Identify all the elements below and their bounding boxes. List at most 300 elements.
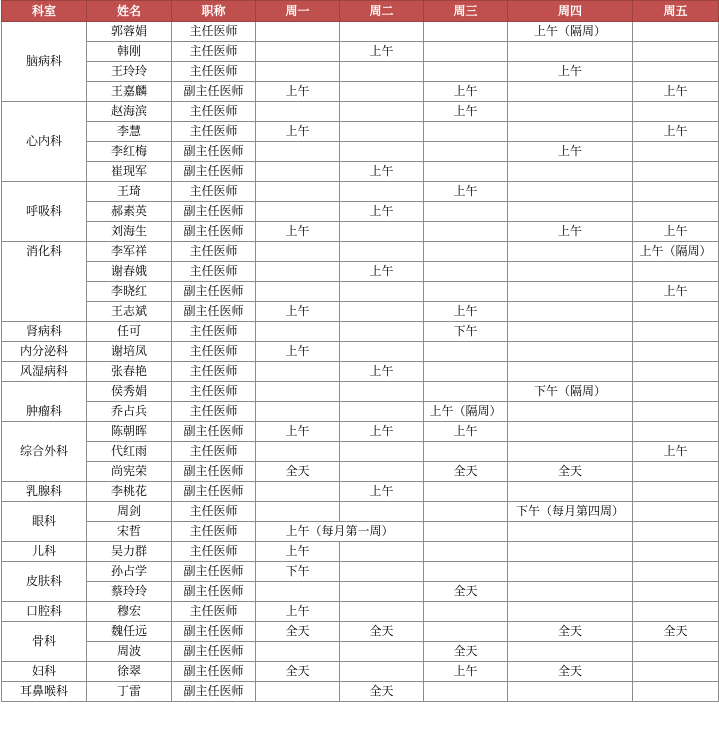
schedule-cell-friday: [633, 322, 719, 342]
schedule-cell-wednesday: [424, 442, 508, 462]
table-row: [2, 522, 719, 542]
schedule-cell-friday: 上午: [633, 442, 719, 462]
doctor-title-cell: 副主任医师: [172, 222, 256, 242]
schedule-cell-friday: [633, 142, 719, 162]
doctor-name-cell: 李红梅: [87, 142, 172, 162]
doctor-title-cell: 主任医师: [172, 262, 256, 282]
department-cell: 肿瘤科: [2, 382, 87, 422]
schedule-cell-tuesday: [340, 242, 424, 262]
doctor-title-cell: 副主任医师: [172, 282, 256, 302]
doctor-title-cell: 副主任医师: [172, 82, 256, 102]
schedule-cell-monday: [256, 262, 340, 282]
schedule-cell-tuesday: [340, 542, 424, 562]
doctor-name-cell: 魏任远: [87, 622, 172, 642]
doctor-name-cell: 张春艳: [87, 362, 172, 382]
schedule-cell-monday: [256, 442, 340, 462]
doctor-title-cell: 副主任医师: [172, 162, 256, 182]
schedule-cell-friday: [633, 202, 719, 222]
schedule-cell-friday: [633, 362, 719, 382]
schedule-cell-tuesday: [340, 462, 424, 482]
schedule-cell-tuesday: [340, 282, 424, 302]
doctor-name-cell: 周剑: [87, 502, 172, 522]
schedule-cell-friday: [633, 342, 719, 362]
schedule-cell-friday: [633, 102, 719, 122]
schedule-cell-thursday: 下午（隔周）: [508, 382, 633, 402]
schedule-cell-tuesday: 上午: [340, 262, 424, 282]
schedule-cell-monday: [256, 402, 340, 422]
schedule-cell-tuesday: 全天: [340, 622, 424, 642]
schedule-cell-tuesday: [340, 402, 424, 422]
schedule-cell-friday: [633, 182, 719, 202]
schedule-cell-wednesday: 上午: [424, 662, 508, 682]
doctor-title-cell: 主任医师: [172, 242, 256, 262]
schedule-cell-wednesday: 上午: [424, 422, 508, 442]
department-cell: 综合外科: [2, 422, 87, 482]
doctor-title-cell: 副主任医师: [172, 202, 256, 222]
schedule-cell-thursday: [508, 542, 633, 562]
schedule-cell-tuesday: 上午: [340, 362, 424, 382]
header-friday: 周五: [633, 1, 719, 22]
table-row: [2, 142, 719, 162]
header-monday: 周一: [256, 1, 340, 22]
schedule-cell-friday: 上午（隔周）: [633, 242, 719, 262]
schedule-cell-friday: [633, 502, 719, 522]
schedule-cell-wednesday: [424, 242, 508, 262]
schedule-cell-monday: [256, 322, 340, 342]
schedule-cell-monday: [256, 382, 340, 402]
schedule-cell-wednesday: [424, 362, 508, 382]
department-cell: 皮肤科: [2, 562, 87, 602]
schedule-cell-monday: [256, 22, 340, 42]
schedule-cell-thursday: [508, 82, 633, 102]
schedule-cell-thursday: [508, 262, 633, 282]
table-body: [2, 22, 719, 702]
doctor-name-cell: 王嘉麟: [87, 82, 172, 102]
schedule-cell-friday: [633, 382, 719, 402]
doctor-name-cell: 陈朝晖: [87, 422, 172, 442]
schedule-cell-friday: 上午: [633, 222, 719, 242]
schedule-cell-wednesday: 全天: [424, 582, 508, 602]
doctor-name-cell: 刘海生: [87, 222, 172, 242]
table-row: [2, 382, 719, 402]
schedule-cell-tuesday: [340, 342, 424, 362]
schedule-cell-wednesday: [424, 122, 508, 142]
doctor-title-cell: 主任医师: [172, 542, 256, 562]
schedule-cell-wednesday: [424, 162, 508, 182]
doctor-name-cell: 王玲玲: [87, 62, 172, 82]
table-row: [2, 62, 719, 82]
doctor-name-cell: 李晓红: [87, 282, 172, 302]
table-row: [2, 22, 719, 42]
schedule-cell-friday: [633, 662, 719, 682]
department-cell: 乳腺科: [2, 482, 87, 502]
schedule-cell-monday: 全天: [256, 622, 340, 642]
schedule-cell-friday: 上午: [633, 282, 719, 302]
schedule-cell-monday: [256, 182, 340, 202]
schedule-cell-tuesday: [340, 182, 424, 202]
doctor-title-cell: 副主任医师: [172, 422, 256, 442]
schedule-cell-tuesday: [340, 22, 424, 42]
doctor-title-cell: 主任医师: [172, 442, 256, 462]
table-row: [2, 222, 719, 242]
doctor-name-cell: 代红雨: [87, 442, 172, 462]
schedule-cell-monday: 上午: [256, 122, 340, 142]
doctor-name-cell: 李桃花: [87, 482, 172, 502]
schedule-cell-monday: [256, 142, 340, 162]
schedule-cell-tuesday: [340, 602, 424, 622]
schedule-cell-wednesday: [424, 222, 508, 242]
doctor-title-cell: 副主任医师: [172, 582, 256, 602]
table-row: [2, 482, 719, 502]
schedule-cell-thursday: 上午: [508, 62, 633, 82]
doctor-title-cell: 副主任医师: [172, 562, 256, 582]
doctor-name-cell: 崔现军: [87, 162, 172, 182]
schedule-cell-merged: 上午（每月第一周）: [256, 522, 424, 542]
schedule-cell-thursday: [508, 422, 633, 442]
schedule-cell-thursday: 下午（每月第四周）: [508, 502, 633, 522]
schedule-cell-monday: 全天: [256, 662, 340, 682]
table-header: [2, 1, 719, 22]
table-row: [2, 242, 719, 262]
doctor-title-cell: 主任医师: [172, 62, 256, 82]
schedule-cell-monday: [256, 162, 340, 182]
doctor-name-cell: 李军祥: [87, 242, 172, 262]
schedule-cell-monday: 上午: [256, 542, 340, 562]
department-cell: 脑病科: [2, 22, 87, 102]
doctor-name-cell: 徐翠: [87, 662, 172, 682]
schedule-cell-friday: [633, 62, 719, 82]
schedule-cell-tuesday: [340, 642, 424, 662]
doctor-title-cell: 主任医师: [172, 602, 256, 622]
table-row: [2, 542, 719, 562]
schedule-cell-monday: [256, 42, 340, 62]
schedule-cell-wednesday: 上午（隔周）: [424, 402, 508, 422]
doctor-title-cell: 主任医师: [172, 322, 256, 342]
header-thursday: 周四: [508, 1, 633, 22]
schedule-cell-tuesday: [340, 662, 424, 682]
doctor-name-cell: 乔占兵: [87, 402, 172, 422]
doctor-title-cell: 副主任医师: [172, 302, 256, 322]
doctor-name-cell: 王志斌: [87, 302, 172, 322]
schedule-cell-friday: 上午: [633, 82, 719, 102]
department-cell: 骨科: [2, 622, 87, 662]
doctor-name-cell: 蔡玲玲: [87, 582, 172, 602]
schedule-cell-tuesday: [340, 442, 424, 462]
schedule-cell-wednesday: 上午: [424, 302, 508, 322]
table-row: [2, 342, 719, 362]
schedule-cell-thursday: [508, 102, 633, 122]
schedule-cell-tuesday: 上午: [340, 42, 424, 62]
schedule-cell-friday: [633, 562, 719, 582]
schedule-cell-thursday: [508, 362, 633, 382]
schedule-cell-friday: [633, 582, 719, 602]
department-cell: 消化科: [2, 242, 87, 322]
schedule-cell-thursday: [508, 282, 633, 302]
schedule-cell-wednesday: [424, 602, 508, 622]
doctor-title-cell: 主任医师: [172, 502, 256, 522]
schedule-cell-monday: [256, 102, 340, 122]
doctor-name-cell: 郭蓉娟: [87, 22, 172, 42]
header-tuesday: 周二: [340, 1, 424, 22]
doctor-name-cell: 王琦: [87, 182, 172, 202]
doctor-title-cell: 副主任医师: [172, 642, 256, 662]
schedule-cell-wednesday: 下午: [424, 322, 508, 342]
schedule-cell-thursday: 上午: [508, 222, 633, 242]
schedule-cell-monday: 上午: [256, 602, 340, 622]
doctor-name-cell: 尚宪荣: [87, 462, 172, 482]
schedule-cell-wednesday: [424, 342, 508, 362]
schedule-cell-tuesday: [340, 322, 424, 342]
department-cell: 肾病科: [2, 322, 87, 342]
schedule-cell-monday: 上午: [256, 422, 340, 442]
schedule-cell-thursday: [508, 522, 633, 542]
doctor-name-cell: 丁雷: [87, 682, 172, 702]
schedule-cell-thursday: [508, 162, 633, 182]
doctor-title-cell: 主任医师: [172, 182, 256, 202]
doctor-title-cell: 主任医师: [172, 122, 256, 142]
table-row: [2, 362, 719, 382]
schedule-cell-friday: [633, 302, 719, 322]
schedule-cell-wednesday: 全天: [424, 462, 508, 482]
table-row: [2, 442, 719, 462]
schedule-cell-monday: [256, 242, 340, 262]
schedule-cell-thursday: 全天: [508, 462, 633, 482]
schedule-cell-friday: [633, 602, 719, 622]
schedule-cell-friday: [633, 402, 719, 422]
schedule-cell-monday: 上午: [256, 302, 340, 322]
schedule-cell-monday: [256, 502, 340, 522]
schedule-cell-friday: [633, 542, 719, 562]
schedule-cell-wednesday: [424, 22, 508, 42]
table-row: [2, 122, 719, 142]
schedule-cell-tuesday: [340, 122, 424, 142]
schedule-cell-thursday: 全天: [508, 622, 633, 642]
doctor-title-cell: 副主任医师: [172, 682, 256, 702]
schedule-cell-monday: [256, 362, 340, 382]
schedule-cell-thursday: [508, 242, 633, 262]
table-row: [2, 182, 719, 202]
header-dept: 科室: [2, 1, 87, 22]
doctor-name-cell: 李慧: [87, 122, 172, 142]
doctor-title-cell: 主任医师: [172, 22, 256, 42]
table-row: [2, 42, 719, 62]
schedule-cell-friday: [633, 422, 719, 442]
doctor-title-cell: 副主任医师: [172, 622, 256, 642]
doctor-name-cell: 周波: [87, 642, 172, 662]
schedule-cell-wednesday: [424, 502, 508, 522]
doctor-name-cell: 穆宏: [87, 602, 172, 622]
schedule-cell-wednesday: [424, 562, 508, 582]
schedule-cell-tuesday: [340, 302, 424, 322]
table-row: [2, 602, 719, 622]
schedule-cell-friday: [633, 42, 719, 62]
table-row: [2, 262, 719, 282]
schedule-cell-wednesday: [424, 42, 508, 62]
header-wednesday: 周三: [424, 1, 508, 22]
schedule-cell-thursday: [508, 342, 633, 362]
schedule-cell-monday: 上午: [256, 342, 340, 362]
department-cell: 内分泌科: [2, 342, 87, 362]
schedule-cell-monday: [256, 582, 340, 602]
table-row: [2, 402, 719, 422]
schedule-cell-wednesday: 上午: [424, 102, 508, 122]
doctor-title-cell: 主任医师: [172, 522, 256, 542]
table-row: [2, 302, 719, 322]
doctor-name-cell: 吴力群: [87, 542, 172, 562]
doctor-title-cell: 副主任医师: [172, 462, 256, 482]
schedule-cell-tuesday: [340, 102, 424, 122]
doctor-title-cell: 副主任医师: [172, 142, 256, 162]
table-row: [2, 82, 719, 102]
schedule-cell-thursday: 上午（隔周）: [508, 22, 633, 42]
doctor-name-cell: 赵海滨: [87, 102, 172, 122]
table-row: [2, 102, 719, 122]
schedule-cell-tuesday: 上午: [340, 202, 424, 222]
doctor-name-cell: 韩刚: [87, 42, 172, 62]
schedule-cell-monday: [256, 682, 340, 702]
schedule-cell-wednesday: [424, 542, 508, 562]
table-row: [2, 322, 719, 342]
doctor-name-cell: 谢培凤: [87, 342, 172, 362]
table-row: [2, 162, 719, 182]
department-cell: 妇科: [2, 662, 87, 682]
schedule-cell-thursday: [508, 202, 633, 222]
schedule-cell-friday: [633, 262, 719, 282]
header-name: 姓名: [87, 1, 172, 22]
schedule-cell-wednesday: [424, 482, 508, 502]
schedule-cell-tuesday: [340, 82, 424, 102]
doctor-name-cell: 孙占学: [87, 562, 172, 582]
table-row: [2, 502, 719, 522]
department-cell: 儿科: [2, 542, 87, 562]
doctor-title-cell: 副主任医师: [172, 482, 256, 502]
schedule-cell-friday: [633, 642, 719, 662]
table-row: [2, 282, 719, 302]
schedule-cell-friday: [633, 682, 719, 702]
doctor-title-cell: 主任医师: [172, 342, 256, 362]
schedule-cell-friday: [633, 522, 719, 542]
schedule-cell-monday: 上午: [256, 222, 340, 242]
schedule-cell-tuesday: 上午: [340, 162, 424, 182]
header-row: [2, 1, 719, 22]
schedule-cell-tuesday: [340, 142, 424, 162]
department-cell: 呼吸科: [2, 182, 87, 242]
schedule-cell-thursday: [508, 602, 633, 622]
table-row: [2, 202, 719, 222]
schedule-cell-thursday: [508, 322, 633, 342]
table-row: [2, 682, 719, 702]
schedule-cell-wednesday: [424, 142, 508, 162]
schedule-cell-friday: [633, 462, 719, 482]
doctor-title-cell: 主任医师: [172, 402, 256, 422]
schedule-cell-monday: [256, 482, 340, 502]
department-cell: 眼科: [2, 502, 87, 542]
schedule-cell-wednesday: [424, 682, 508, 702]
schedule-cell-thursday: [508, 302, 633, 322]
doctor-title-cell: 主任医师: [172, 42, 256, 62]
table-row: [2, 622, 719, 642]
schedule-cell-wednesday: 全天: [424, 642, 508, 662]
schedule-cell-friday: 全天: [633, 622, 719, 642]
schedule-cell-monday: 全天: [256, 462, 340, 482]
schedule-cell-wednesday: 上午: [424, 182, 508, 202]
schedule-cell-thursday: [508, 402, 633, 422]
schedule-cell-monday: [256, 282, 340, 302]
doctor-title-cell: 主任医师: [172, 382, 256, 402]
schedule-cell-friday: [633, 162, 719, 182]
table-row: [2, 462, 719, 482]
schedule-cell-wednesday: [424, 62, 508, 82]
schedule-cell-wednesday: 上午: [424, 82, 508, 102]
schedule-cell-tuesday: [340, 562, 424, 582]
schedule-cell-monday: [256, 62, 340, 82]
doctor-name-cell: 郝素英: [87, 202, 172, 222]
schedule-cell-thursday: [508, 682, 633, 702]
schedule-cell-tuesday: [340, 582, 424, 602]
schedule-cell-thursday: [508, 582, 633, 602]
department-cell: 心内科: [2, 102, 87, 182]
schedule-cell-thursday: [508, 482, 633, 502]
schedule-cell-thursday: [508, 562, 633, 582]
schedule-cell-tuesday: 全天: [340, 682, 424, 702]
doctor-name-cell: 宋哲: [87, 522, 172, 542]
schedule-cell-thursday: [508, 442, 633, 462]
table-row: [2, 642, 719, 662]
table-row: [2, 582, 719, 602]
schedule-cell-wednesday: [424, 382, 508, 402]
schedule-cell-tuesday: [340, 382, 424, 402]
schedule-cell-thursday: [508, 642, 633, 662]
doctor-title-cell: 副主任医师: [172, 662, 256, 682]
department-cell: 耳鼻喉科: [2, 682, 87, 702]
schedule-cell-monday: 上午: [256, 82, 340, 102]
schedule-cell-tuesday: [340, 222, 424, 242]
schedule-cell-friday: [633, 22, 719, 42]
doctor-name-cell: 任可: [87, 322, 172, 342]
schedule-cell-monday: [256, 202, 340, 222]
doctor-title-cell: 主任医师: [172, 362, 256, 382]
schedule-cell-friday: 上午: [633, 122, 719, 142]
schedule-cell-monday: 下午: [256, 562, 340, 582]
department-cell: 风湿病科: [2, 362, 87, 382]
table-row: [2, 562, 719, 582]
schedule-cell-tuesday: [340, 502, 424, 522]
doctor-name-cell: 侯秀娟: [87, 382, 172, 402]
clinic-schedule-table: [1, 0, 719, 702]
doctor-name-cell: 谢春娥: [87, 262, 172, 282]
schedule-cell-tuesday: 上午: [340, 482, 424, 502]
schedule-cell-tuesday: [340, 62, 424, 82]
schedule-cell-wednesday: [424, 202, 508, 222]
schedule-cell-thursday: [508, 182, 633, 202]
table-row: [2, 422, 719, 442]
schedule-cell-thursday: 全天: [508, 662, 633, 682]
schedule-cell-friday: [633, 482, 719, 502]
header-title: 职称: [172, 1, 256, 22]
schedule-cell-wednesday: [424, 622, 508, 642]
schedule-cell-wednesday: [424, 522, 508, 542]
schedule-cell-monday: [256, 642, 340, 662]
schedule-cell-tuesday: 上午: [340, 422, 424, 442]
schedule-cell-thursday: [508, 122, 633, 142]
schedule-cell-wednesday: [424, 262, 508, 282]
department-cell: 口腔科: [2, 602, 87, 622]
schedule-cell-thursday: 上午: [508, 142, 633, 162]
schedule-cell-thursday: [508, 42, 633, 62]
schedule-cell-wednesday: [424, 282, 508, 302]
table-row: [2, 662, 719, 682]
doctor-title-cell: 主任医师: [172, 102, 256, 122]
